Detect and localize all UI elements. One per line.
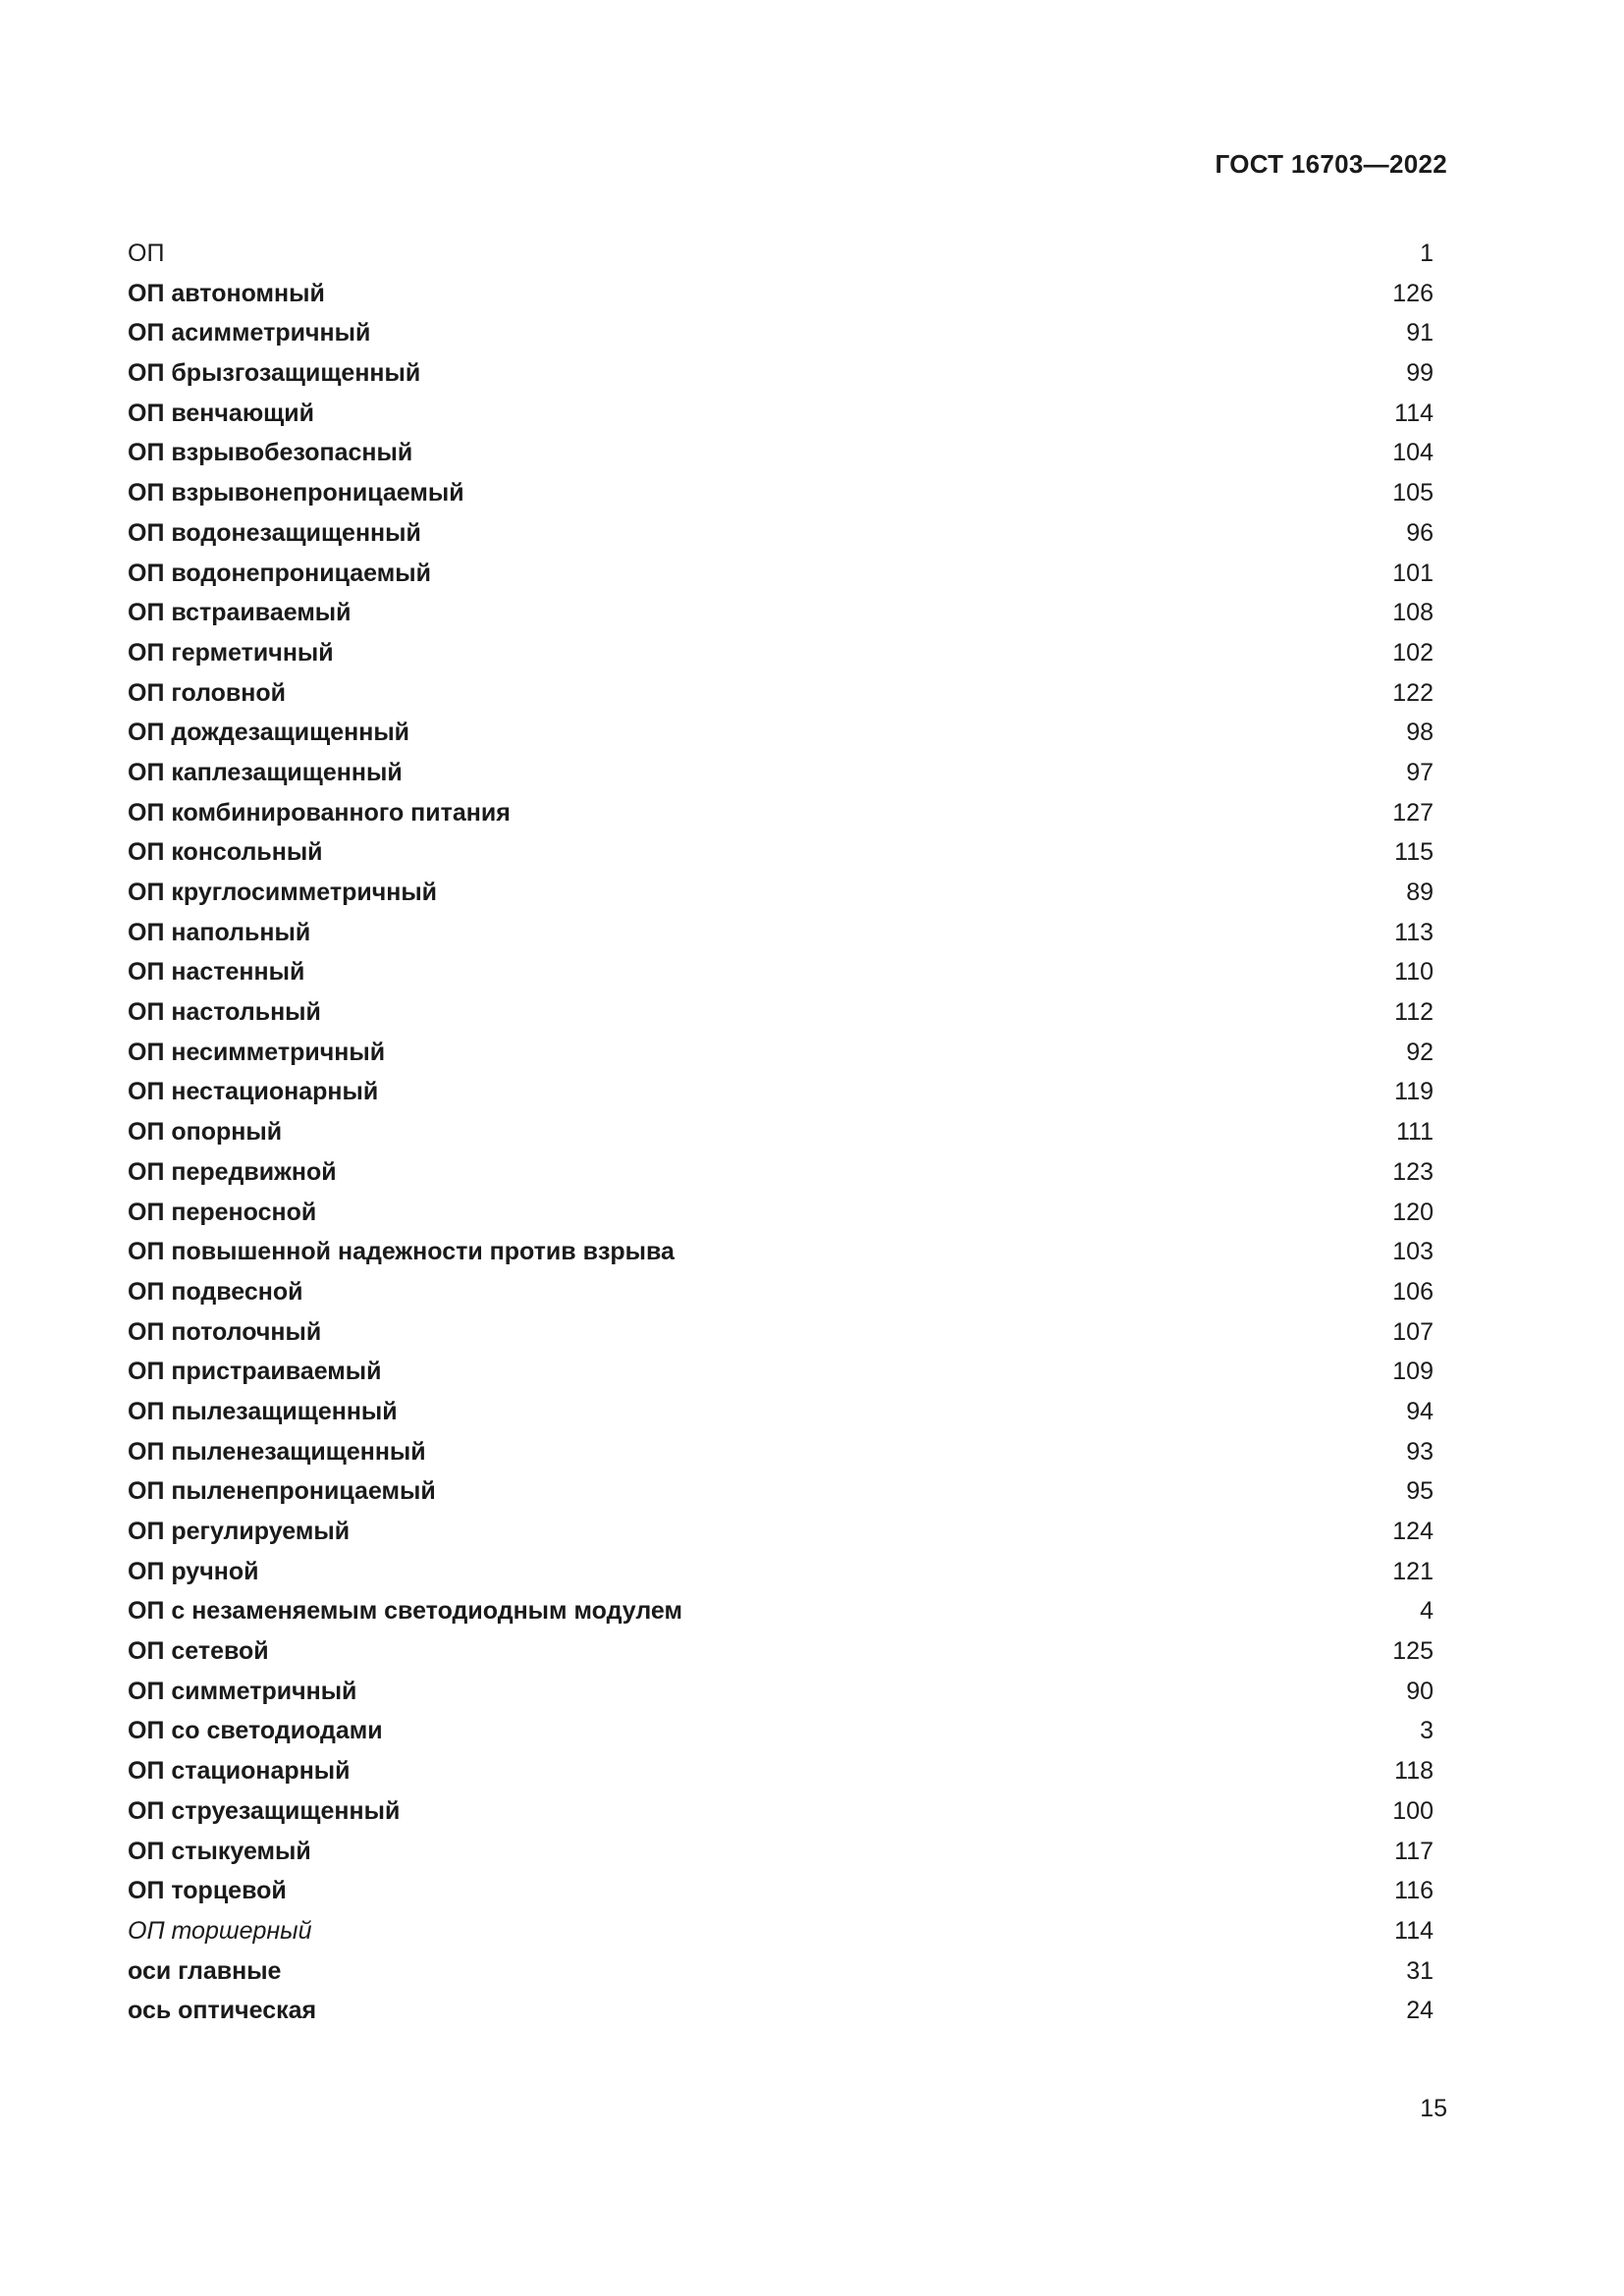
index-entry: [128, 673, 1434, 714]
index-entry: [128, 1871, 1434, 1911]
index-entry: [128, 1112, 1434, 1152]
index-entry: [128, 1232, 1434, 1272]
index-term: ОП симметричный: [128, 1677, 357, 1705]
index-term-number: 1: [1420, 240, 1434, 267]
index-term: ОП ручной: [128, 1557, 259, 1585]
index-term-number: 24: [1406, 1997, 1434, 2025]
index-term-number: 104: [1392, 439, 1434, 467]
index-term: ОП стыкуемый: [128, 1837, 311, 1865]
alphabetical-term-index: [128, 234, 1434, 2031]
index-entry: [128, 1991, 1434, 2031]
index-entry: [128, 473, 1434, 513]
index-entry: [128, 1392, 1434, 1432]
index-entry: [128, 1512, 1434, 1552]
page-number: 15: [1420, 2095, 1447, 2122]
index-entry: [128, 1471, 1434, 1512]
index-term: ОП асимметричный: [128, 319, 371, 347]
index-term-number: 117: [1394, 1837, 1434, 1865]
index-entry: [128, 554, 1434, 594]
index-term: ОП: [128, 240, 165, 267]
index-term: ОП брызгозащищенный: [128, 359, 421, 388]
index-entry: [128, 1432, 1434, 1472]
index-entry: [128, 1352, 1434, 1392]
index-entry: [128, 1312, 1434, 1353]
index-term: ОП дождезащищенный: [128, 719, 410, 747]
index-term-number: 93: [1406, 1437, 1434, 1466]
index-term: ОП повышенной надежности против взрыва: [128, 1238, 675, 1266]
index-term: ОП переносной: [128, 1198, 317, 1226]
index-term: ОП водонезащищенный: [128, 518, 421, 547]
index-term: ОП головной: [128, 678, 287, 707]
index-term-number: 127: [1392, 798, 1434, 827]
index-entry: [128, 713, 1434, 753]
index-term-number: 96: [1406, 518, 1434, 547]
index-term-number: 125: [1392, 1637, 1434, 1666]
index-term-number: 97: [1406, 758, 1434, 786]
index-term-number: 113: [1394, 918, 1434, 946]
index-entry: [128, 1552, 1434, 1592]
index-term: ОП герметичный: [128, 638, 334, 667]
index-entry: [128, 1832, 1434, 1872]
index-term-number: 106: [1392, 1277, 1434, 1306]
index-term-number: 116: [1394, 1877, 1434, 1905]
index-term: ОП комбинированного питания: [128, 798, 511, 827]
index-term: ОП взрывонепроницаемый: [128, 479, 464, 507]
index-term-number: 123: [1392, 1157, 1434, 1186]
index-term-number: 89: [1406, 879, 1434, 906]
index-term: ОП пристраиваемый: [128, 1358, 382, 1386]
index-term: ОП торшерный: [128, 1916, 312, 1945]
index-entry: [128, 433, 1434, 473]
index-term-number: 31: [1406, 1956, 1434, 1985]
index-term: ОП взрывобезопасный: [128, 439, 413, 467]
index-entry: [128, 1751, 1434, 1791]
index-term: ОП несимметричный: [128, 1038, 386, 1066]
index-term-number: 101: [1392, 559, 1434, 587]
index-term: ОП напольный: [128, 918, 311, 946]
index-entry: [128, 1672, 1434, 1712]
index-term: ОП стационарный: [128, 1757, 351, 1786]
index-entry: [128, 793, 1434, 833]
index-term: ОП пыленезащищенный: [128, 1437, 426, 1466]
index-entry: [128, 1033, 1434, 1073]
index-entry: [128, 1272, 1434, 1312]
index-term: ОП венчающий: [128, 399, 315, 427]
index-entry: [128, 353, 1434, 394]
index-term-number: 99: [1406, 359, 1434, 388]
index-term-number: 118: [1394, 1757, 1434, 1786]
index-entry: [128, 234, 1434, 274]
index-term-number: 126: [1392, 279, 1434, 307]
index-term-number: 100: [1392, 1796, 1434, 1825]
index-term-number: 95: [1406, 1477, 1434, 1506]
index-entry: [128, 992, 1434, 1033]
index-entry: [128, 873, 1434, 913]
index-entry: [128, 1951, 1434, 1992]
index-entry: [128, 513, 1434, 554]
index-term: ОП автономный: [128, 279, 325, 307]
index-term-number: 92: [1406, 1038, 1434, 1066]
index-term: оси главные: [128, 1956, 282, 1985]
index-term-number: 94: [1406, 1397, 1434, 1425]
index-term: ОП регулируемый: [128, 1518, 351, 1545]
index-term: ОП со светодиодами: [128, 1717, 383, 1745]
index-term-number: 102: [1392, 638, 1434, 667]
index-term-number: 90: [1406, 1677, 1434, 1705]
index-term-number: 109: [1392, 1358, 1434, 1386]
index-term-number: 3: [1420, 1717, 1434, 1745]
index-entry: [128, 1911, 1434, 1951]
index-term-number: 119: [1394, 1078, 1434, 1106]
index-term: ОП круглосимметричный: [128, 879, 438, 906]
index-term: ОП с незаменяемым светодиодным модулем: [128, 1597, 682, 1626]
index-entry: [128, 1072, 1434, 1112]
index-term: ОП торцевой: [128, 1877, 287, 1905]
index-entry: [128, 1711, 1434, 1751]
index-term: ОП передвижной: [128, 1157, 337, 1186]
index-term: ОП пылезащищенный: [128, 1397, 398, 1425]
index-term-number: 114: [1394, 399, 1434, 427]
index-term-number: 110: [1394, 958, 1434, 987]
index-term: ОП потолочный: [128, 1317, 322, 1346]
index-term: ОП водонепроницаемый: [128, 559, 431, 587]
index-term: ОП опорный: [128, 1118, 283, 1147]
index-entry: [128, 633, 1434, 673]
index-term-number: 103: [1392, 1238, 1434, 1266]
index-entry: [128, 274, 1434, 314]
index-term: ОП встраиваемый: [128, 599, 352, 627]
index-term-number: 121: [1392, 1557, 1434, 1585]
index-term-number: 4: [1420, 1597, 1434, 1626]
index-term-number: 98: [1406, 719, 1434, 747]
index-term-number: 114: [1394, 1916, 1434, 1945]
index-term: ОП пыленепроницаемый: [128, 1477, 436, 1506]
index-term-number: 107: [1392, 1317, 1434, 1346]
index-term: ОП настенный: [128, 958, 305, 987]
index-entry: [128, 593, 1434, 633]
index-term-number: 122: [1392, 678, 1434, 707]
index-term: ОП консольный: [128, 838, 323, 867]
index-entry: [128, 1791, 1434, 1832]
index-term: ось оптическая: [128, 1997, 317, 2025]
index-term-number: 108: [1392, 599, 1434, 627]
index-term-number: 112: [1394, 998, 1434, 1027]
index-term: ОП нестационарный: [128, 1078, 379, 1106]
index-entry: [128, 394, 1434, 434]
index-term: ОП сетевой: [128, 1637, 269, 1666]
index-entry: [128, 313, 1434, 353]
index-entry: [128, 913, 1434, 953]
index-term: ОП каплезащищенный: [128, 758, 403, 786]
index-entry: [128, 1193, 1434, 1233]
index-term: ОП подвесной: [128, 1277, 303, 1306]
index-entry: [128, 952, 1434, 992]
index-term-number: 115: [1394, 838, 1434, 867]
index-term-number: 105: [1392, 479, 1434, 507]
index-term-number: 120: [1392, 1198, 1434, 1226]
index-term: ОП струезащищенный: [128, 1796, 401, 1825]
index-term-number: 124: [1392, 1518, 1434, 1545]
index-entry: [128, 1152, 1434, 1193]
index-entry: [128, 1591, 1434, 1631]
index-term-number: 91: [1406, 319, 1434, 347]
index-term: ОП настольный: [128, 998, 321, 1027]
index-entry: [128, 832, 1434, 873]
index-entry: [128, 1631, 1434, 1672]
index-term-number: 111: [1395, 1118, 1434, 1147]
index-entry: [128, 753, 1434, 793]
document-id: ГОСТ 16703—2022: [1215, 149, 1447, 179]
